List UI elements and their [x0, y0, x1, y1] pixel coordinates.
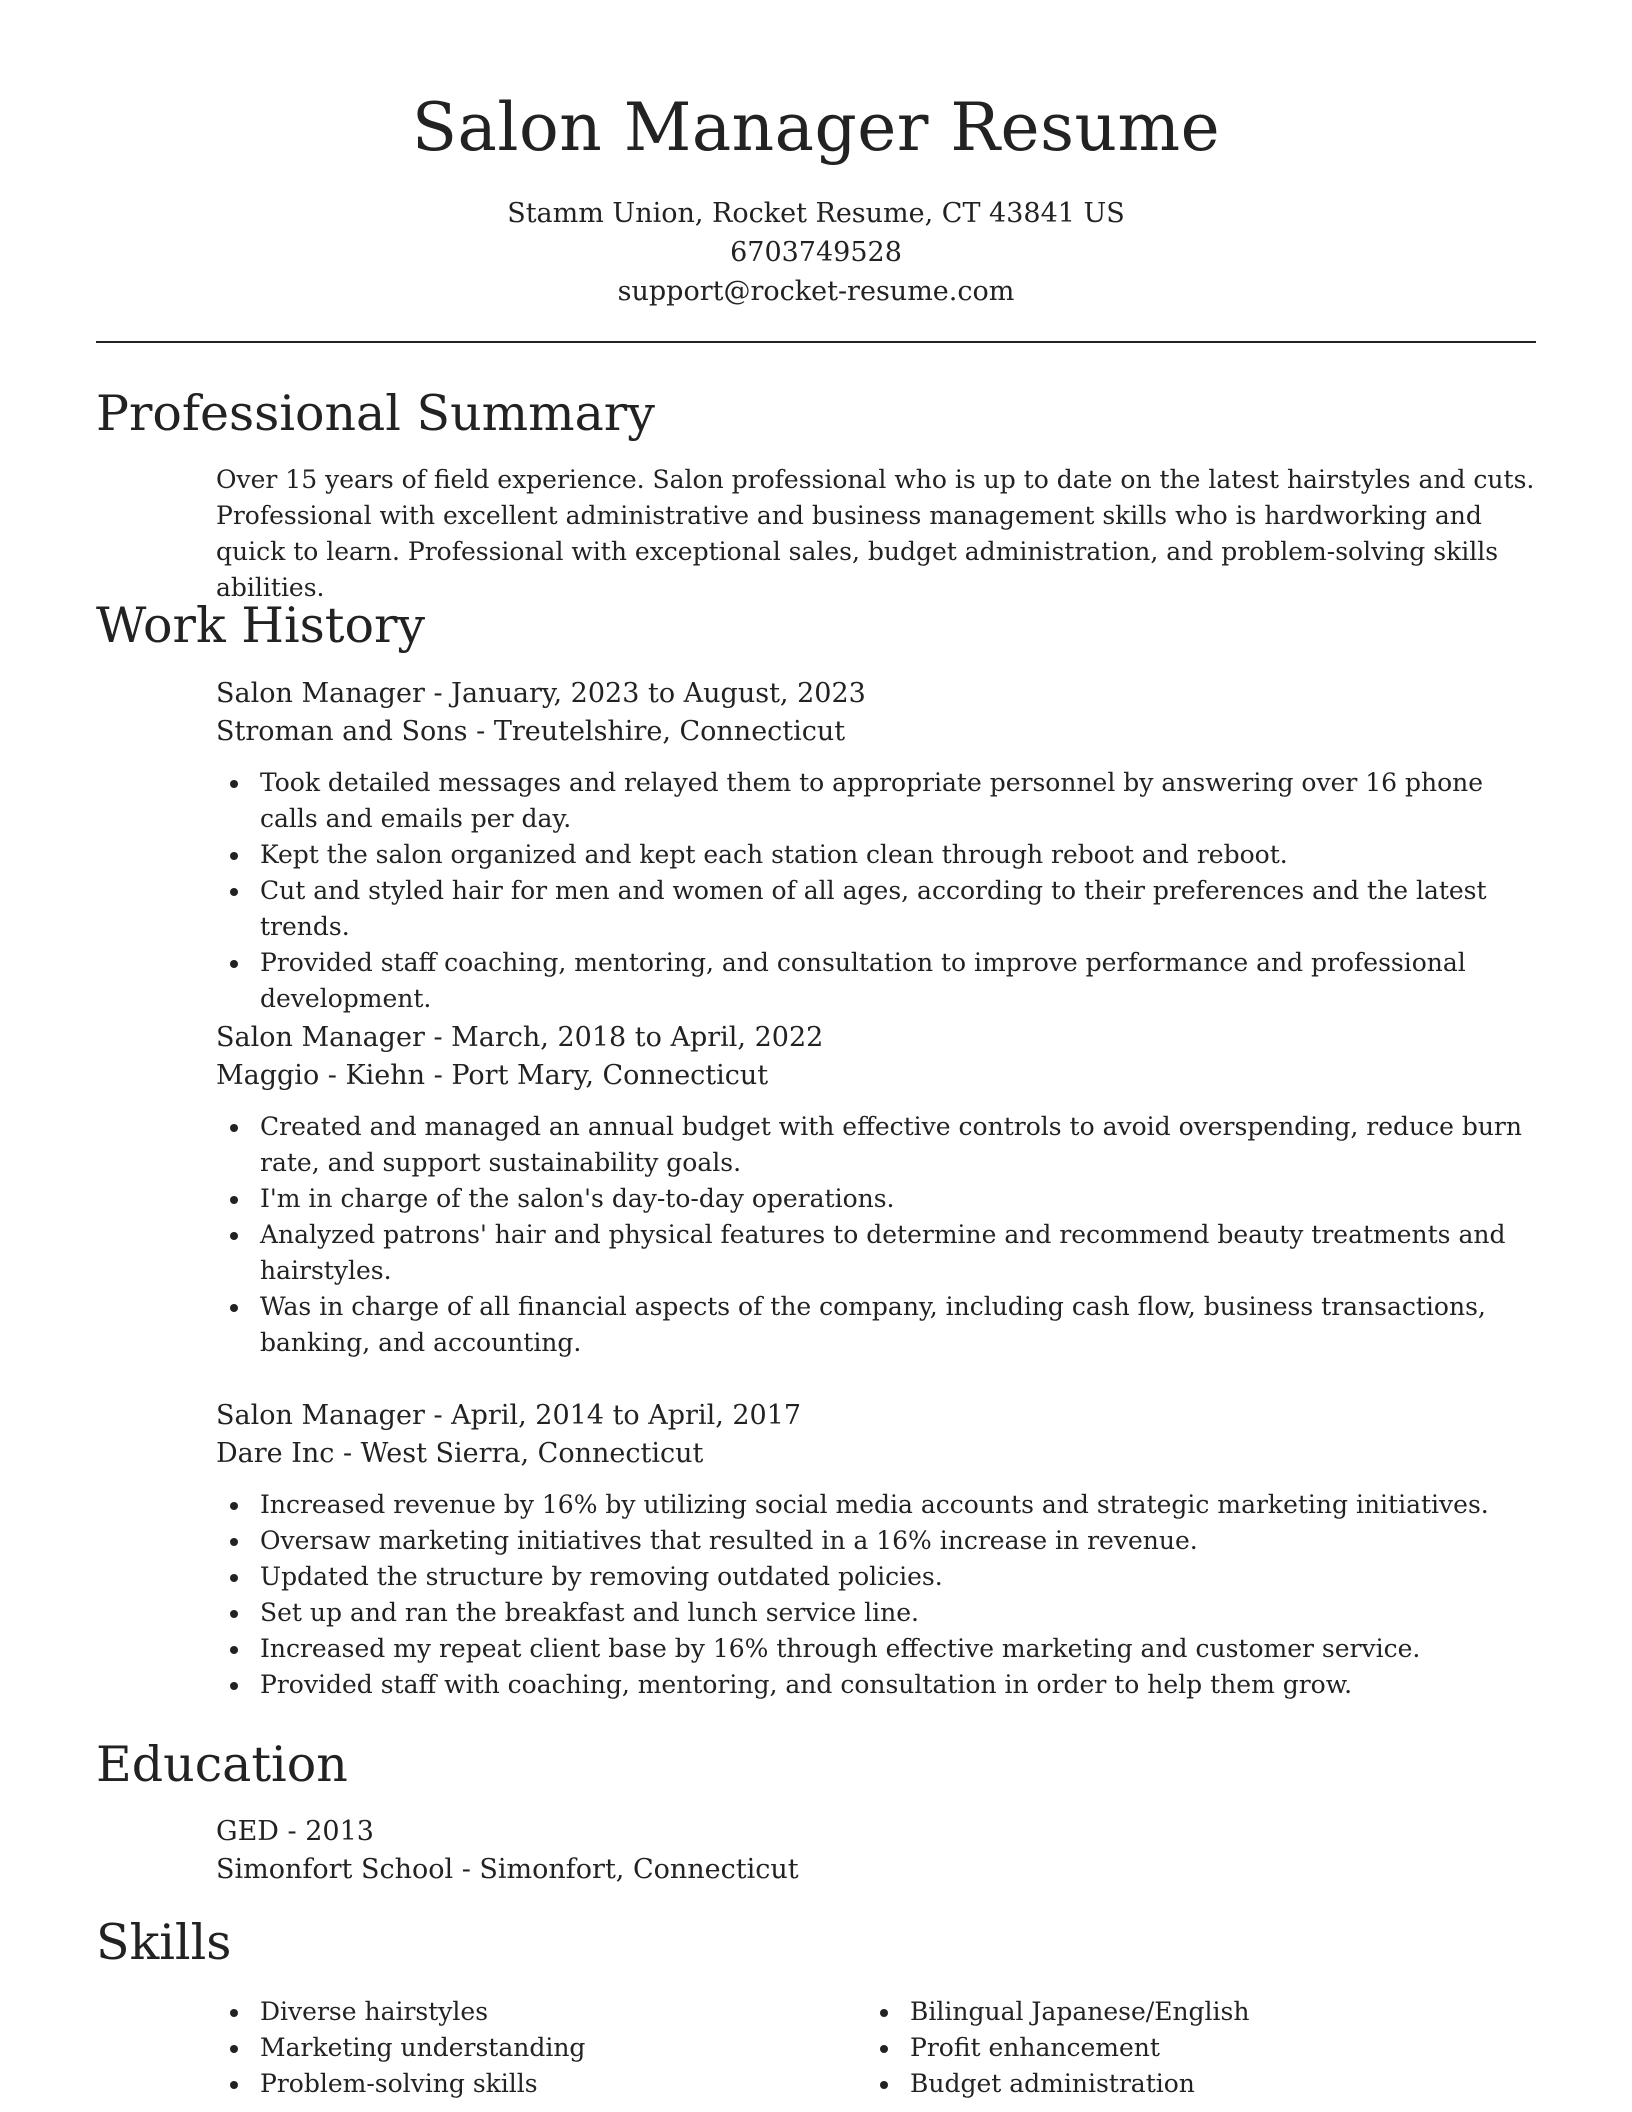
- job-location: - Treutelshire, Connecticut: [467, 716, 846, 747]
- education-degree-line: [216, 1813, 1536, 1851]
- education-location: - Simonfort, Connecticut: [453, 1854, 799, 1885]
- job-location: - Port Mary, Connecticut: [425, 1060, 769, 1091]
- job-company-line: [216, 713, 1536, 751]
- education-school-line: [216, 1851, 1536, 1889]
- list-item: Bilingual Japanese/English: [866, 1994, 1506, 2030]
- list-item: Set up and ran the breakfast and lunch service line.: [216, 1595, 1536, 1631]
- job-title-line: [216, 1019, 1536, 1057]
- job-title: Salon Manager: [216, 678, 425, 709]
- list-item: Oversaw marketing initiatives that resulted in a 16% increase in revenue.: [216, 1523, 1536, 1559]
- job-company-line: [216, 1057, 1536, 1095]
- contact-address: Stamm Union, Rocket Resume, CT 43841 US: [507, 198, 1125, 229]
- list-item: Profit enhancement: [866, 2030, 1506, 2066]
- list-item: I'm in charge of the salon's day-to-day operations.: [216, 1181, 1536, 1217]
- job-company: Dare Inc: [216, 1438, 335, 1469]
- job-company: Maggio - Kiehn: [216, 1060, 426, 1091]
- education-degree: GED: [216, 1816, 279, 1847]
- header-divider: [96, 341, 1536, 343]
- job-title: Salon Manager: [216, 1022, 425, 1053]
- job-title-line: [216, 1397, 1536, 1435]
- job-title-line: [216, 675, 1536, 713]
- list-item: Analyzed patrons' hair and physical features to determine and recommend beauty treatments and hairstyles.: [216, 1217, 1536, 1289]
- skills-list-left: [216, 1994, 856, 2102]
- list-item: Created and managed an annual budget with effective controls to avoid overspending, reduce burn rate, and support sustainability goals.: [216, 1109, 1536, 1181]
- job-entry: [216, 675, 1536, 1017]
- contact-info: [0, 194, 1632, 311]
- job-company-line: [216, 1435, 1536, 1473]
- job-company: Stroman and Sons: [216, 716, 468, 747]
- list-item: Cut and styled hair for men and women of all ages, according to their preferences and the latest trends.: [216, 873, 1536, 945]
- list-item: Was in charge of all financial aspects of the company, including cash flow, business transactions, banking, and accounting.: [216, 1289, 1536, 1361]
- section-heading-summary: Professional Summary: [96, 385, 655, 442]
- education-entry: [216, 1813, 1536, 1889]
- job-title: Salon Manager: [216, 1400, 425, 1431]
- list-item: Provided staff coaching, mentoring, and consultation to improve performance and professional development.: [216, 945, 1536, 1017]
- list-item: Problem-solving skills: [216, 2066, 856, 2102]
- list-item: Increased my repeat client base by 16% through effective marketing and customer service.: [216, 1631, 1536, 1667]
- education-school: Simonfort School: [216, 1854, 454, 1885]
- summary-text: Over 15 years of field experience. Salon professional who is up to date on the latest hairstyles and cuts. Professional with excellent administrative and business management skills who is hardworking and quick to learn. Professional with exceptional sales, budget administration, and problem-solving skills abilities.: [216, 465, 1535, 602]
- list-item: Kept the salon organized and kept each station clean through reboot and reboot.: [216, 837, 1536, 873]
- contact-email: support@rocket-resume.com: [617, 276, 1015, 307]
- job-bullets: [216, 1487, 1536, 1703]
- page-title: Salon Manager Resume: [411, 89, 1221, 166]
- section-heading-skills: Skills: [96, 1914, 232, 1971]
- section-heading-work-history: Work History: [96, 597, 426, 654]
- job-entry: [216, 1397, 1536, 1703]
- list-item: Increased revenue by 16% by utilizing social media accounts and strategic marketing initiatives.: [216, 1487, 1536, 1523]
- list-item: Provided staff with coaching, mentoring, and consultation in order to help them grow.: [216, 1667, 1536, 1703]
- list-item: Diverse hairstyles: [216, 1994, 856, 2030]
- education-year: - 2013: [278, 1816, 374, 1847]
- job-dates: - March, 2018 to April, 2022: [424, 1022, 824, 1053]
- contact-phone: 6703749528: [730, 237, 902, 268]
- list-item: Budget administration: [866, 2066, 1506, 2102]
- job-entry: [216, 1019, 1536, 1361]
- job-bullets: [216, 765, 1536, 1017]
- skills-list-right: [866, 1994, 1506, 2102]
- job-location: - West Sierra, Connecticut: [334, 1438, 704, 1469]
- section-heading-education: Education: [96, 1736, 348, 1793]
- resume-header: [0, 80, 1632, 311]
- list-item: Marketing understanding: [216, 2030, 856, 2066]
- job-bullets: [216, 1109, 1536, 1361]
- job-dates: - April, 2014 to April, 2017: [424, 1400, 802, 1431]
- list-item: Took detailed messages and relayed them to appropriate personnel by answering over 16 phone calls and emails per day.: [216, 765, 1536, 837]
- list-item: Updated the structure by removing outdated policies.: [216, 1559, 1536, 1595]
- job-dates: - January, 2023 to August, 2023: [424, 678, 866, 709]
